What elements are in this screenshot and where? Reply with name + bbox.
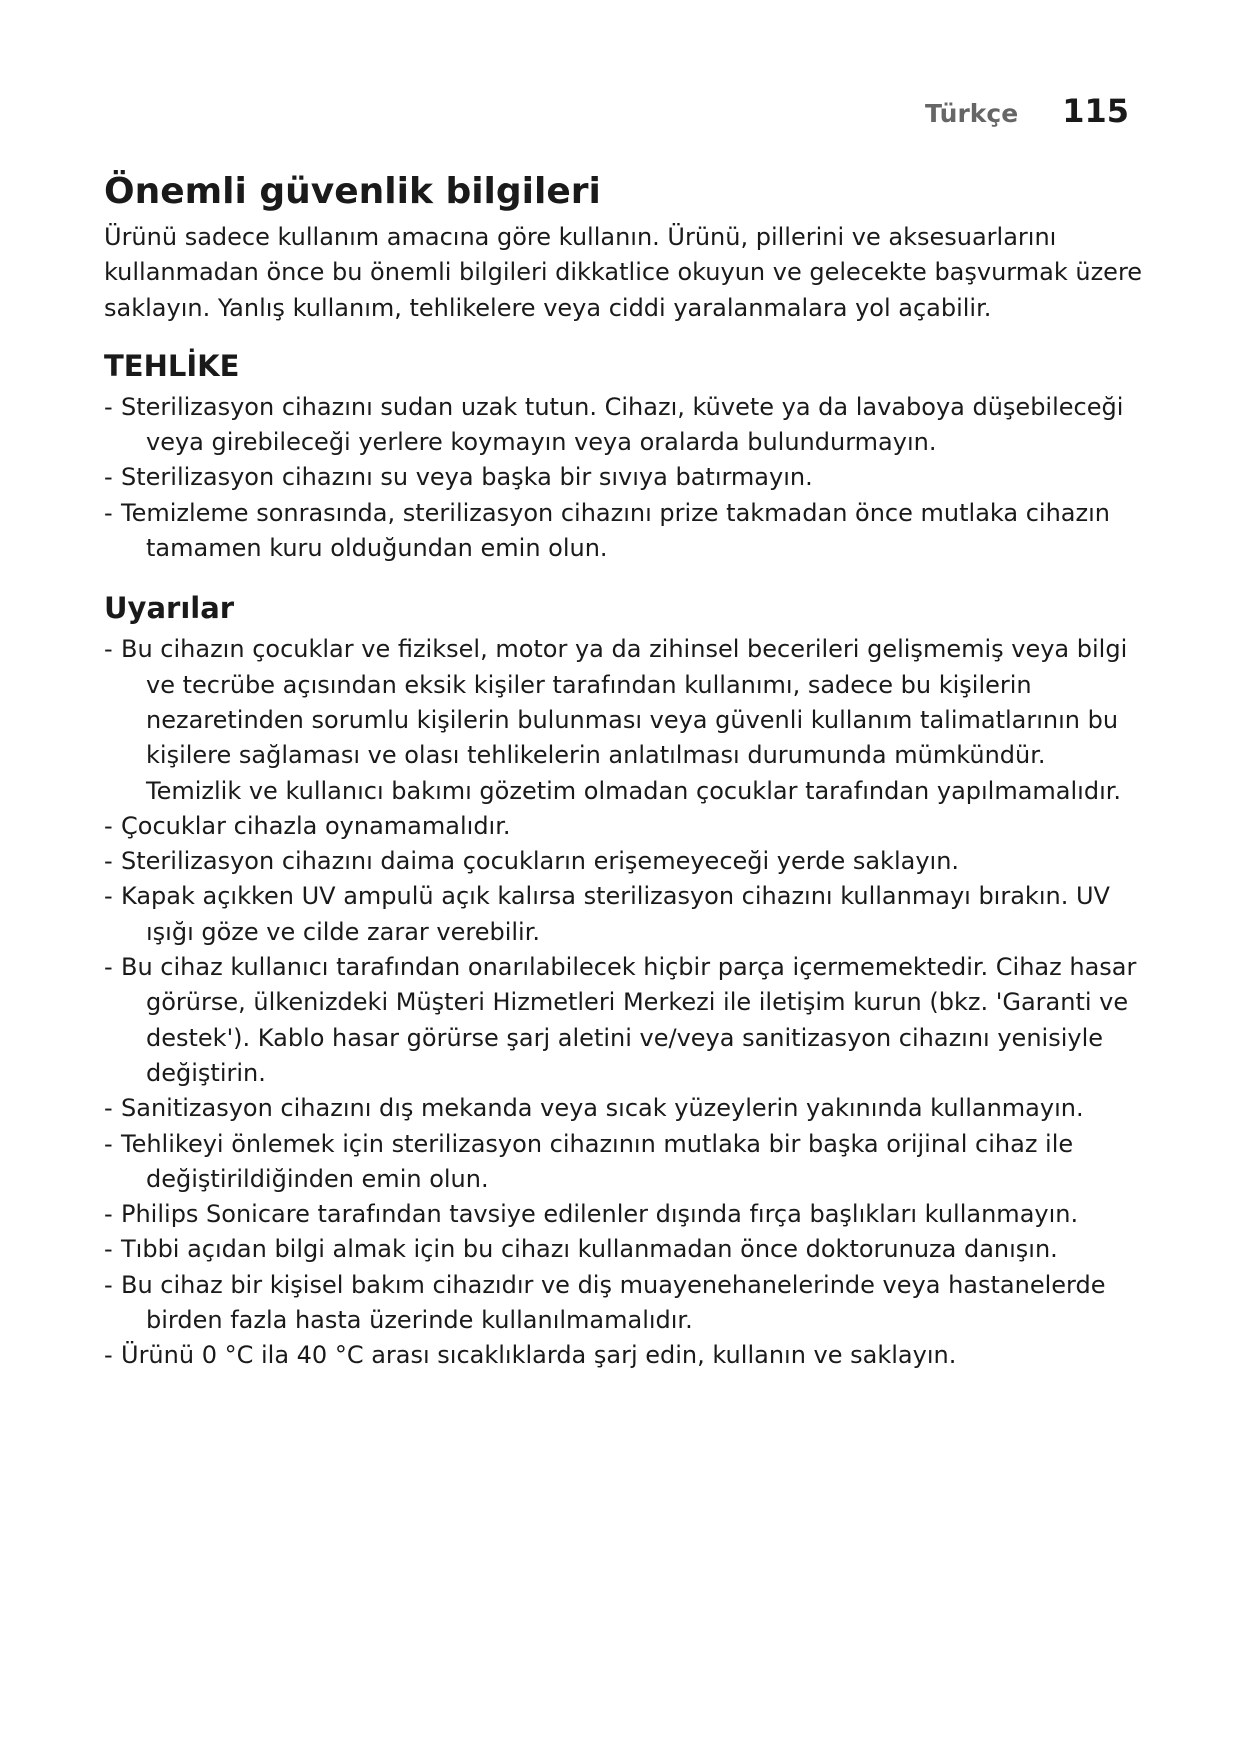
warning-item: - Ürünü 0 °C ila 40 °C arası sıcaklıklarda şarj edin, kullanın ve saklayın.	[104, 1341, 957, 1370]
page-number: 115	[1062, 92, 1129, 130]
page-title: Önemli güvenlik bilgileri	[104, 171, 601, 212]
warning-item: - Philips Sonicare tarafından tavsiye edilenler dışında fırça başlıkları kullanmayın.	[104, 1200, 1079, 1229]
page-content	[104, 168, 1144, 1374]
warning-item: - Tehlikeyi önlemek için sterilizasyon cihazının mutlaka bir başka orijinal cihaz ile değiştirildiğinden emin olun.	[104, 1129, 1074, 1193]
warning-item: - Sanitizasyon cihazını dış mekanda veya sıcak yüzeylerin yakınında kullanmayın.	[104, 1094, 1084, 1123]
danger-item: - Sterilizasyon cihazını su veya başka bir sıvıya batırmayın.	[104, 463, 813, 492]
intro-paragraph: Ürünü sadece kullanım amacına göre kullanın. Ürünü, pillerini ve aksesuarlarını kullanmadan önce bu önemli bilgileri dikkatlice okuyun ve gelecekte başvurmak üzere saklayın. Yanlış kullanım, tehlikelere veya ciddi yaralanmalara yol açabilir.	[104, 223, 1143, 322]
warning-item: - Kapak açıkken UV ampulü açık kalırsa sterilizasyon cihazını kullanmayı bırakın. UV ışığı göze ve cilde zarar verebilir.	[104, 882, 1110, 946]
header-language: Türkçe	[925, 99, 1019, 128]
warning-item: - Sterilizasyon cihazını daima çocukların erişemeyeceği yerde saklayın.	[104, 847, 960, 876]
warning-item: - Bu cihaz bir kişisel bakım cihazıdır ve diş muayenehanelerinde veya hastanelerde birden fazla hasta üzerinde kullanılmamalıdır.	[104, 1270, 1106, 1335]
page-header	[925, 92, 1129, 130]
warning-item: - Bu cihazın çocuklar ve fiziksel, motor ya da zihinsel becerileri gelişmemiş veya bilgi ve tecrübe açısından eksik kişiler tarafından kullanımı, sadece bu kişilerin nezaretinden sorumlu kişilerin bulunması veya güvenli kullanım talimatlarının bu kişilere sağlaması ve olası tehlikelerin anlatılması durumunda mümkündür. Temizlik ve kullanıcı bakımı gözetim olmadan çocuklar tarafından yapılmamalıdır.	[104, 635, 1128, 805]
warnings-heading: Uyarılar	[104, 591, 235, 626]
danger-list	[104, 390, 1144, 566]
warnings-list	[104, 632, 1144, 1373]
danger-item: - Sterilizasyon cihazını sudan uzak tutun. Cihazı, küvete ya da lavaboya düşebileceği veya girebileceği yerlere koymayın veya oralarda bulundurmayın.	[104, 392, 1124, 457]
danger-item: - Temizleme sonrasında, sterilizasyon cihazını prize takmadan önce mutlaka cihazın tamamen kuru olduğundan emin olun.	[104, 498, 1110, 563]
warning-item: - Bu cihaz kullanıcı tarafından onarılabilecek hiçbir parça içermemektedir. Cihaz hasar görürse, ülkenizdeki Müşteri Hizmetleri Merkezi ile iletişim kurun (bkz. 'Garanti ve destek'). Kablo hasar görürse şarj aletini ve/veya sanitizasyon cihazını yenisiyle değiştirin.	[104, 953, 1137, 1087]
warning-item: - Çocuklar cihazla oynamamalıdır.	[104, 811, 511, 840]
danger-heading: TEHLİKE	[104, 348, 240, 383]
warning-item: - Tıbbi açıdan bilgi almak için bu cihazı kullanmadan önce doktorunuza danışın.	[104, 1235, 1058, 1264]
